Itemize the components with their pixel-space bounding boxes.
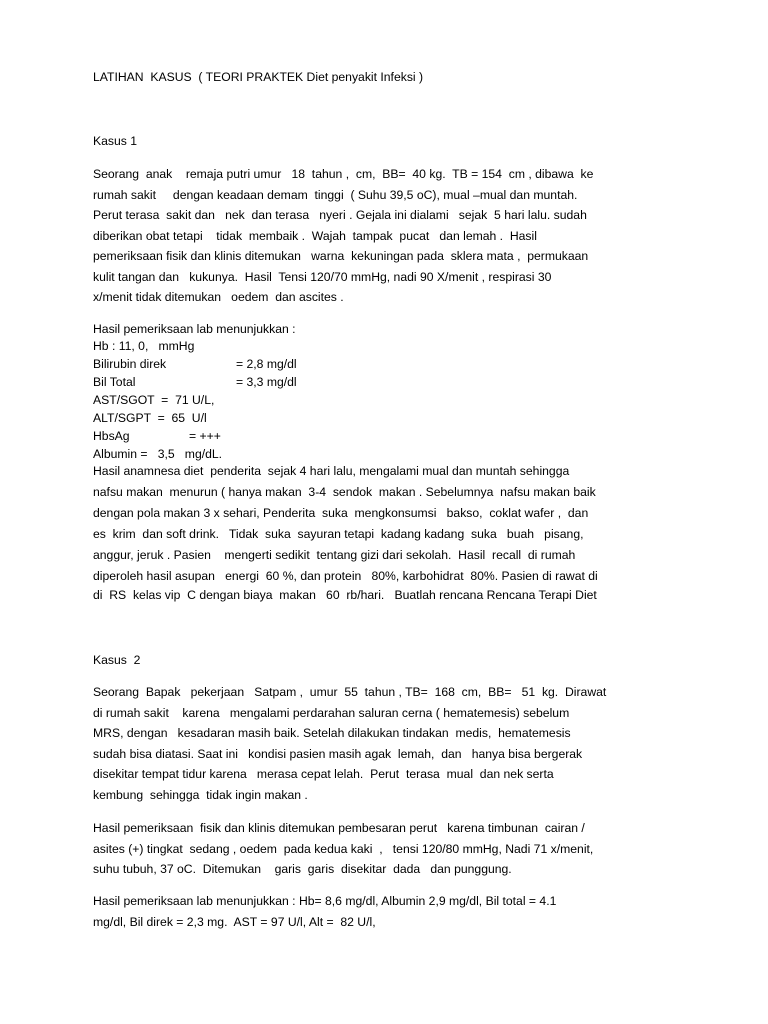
kasus1-p1-line: diberikan obat tetapi tidak membaik . Wajah tampak pucat dan lemah . Hasil xyxy=(93,228,537,243)
kasus1-p2-line: nafsu makan menurun ( hanya makan 3-4 sendok makan . Sebelumnya nafsu makan baik xyxy=(93,485,596,499)
kasus1-p1-line: Seorang anak remaja putri umur 18 tahun , cm, BB= 40 kg. TB = 154 cm , dibawa ke xyxy=(93,167,594,181)
kasus2-p3-line: mg/dl, Bil direk = 2,3 mg. AST = 97 U/l, Alt = 82 U/l, xyxy=(93,914,376,929)
kasus1-p2-line: di RS kelas vip C dengan biaya makan 60 rb/hari. Buatlah rencana Rencana Terapi Diet xyxy=(93,588,597,602)
kasus1-p2-line: es krim dan soft drink. Tidak suka sayuran tetapi kadang kadang suka buah pisang, xyxy=(93,527,584,541)
kasus1-p1-line: rumah sakit dengan keadaan demam tinggi ( Suhu 39,5 oC), mual –mual dan muntah. xyxy=(93,187,578,202)
lab-result-label: Hb : 11, 0, mmHg xyxy=(93,339,195,353)
lab-result-value: = +++ xyxy=(189,429,221,443)
lab-result-label: ALT/SGPT = 65 U/l xyxy=(93,411,207,425)
lab-result-label: Bil Total xyxy=(93,375,136,389)
kasus2-p2-line: asites (+) tingkat sedang , oedem pada kedua kaki , tensi 120/80 mmHg, Nadi 71 x/menit, xyxy=(93,841,594,856)
kasus2-p1-line: kembung sehingga tidak ingin makan . xyxy=(93,787,308,802)
lab-result-label: Albumin = 3,5 mg/dL. xyxy=(93,447,223,461)
kasus2-p1-line: Seorang Bapak pekerjaan Satpam , umur 55 tahun , TB= 168 cm, BB= 51 kg. Dirawat xyxy=(93,685,607,699)
kasus2-p2-line: Hasil pemeriksaan fisik dan klinis ditemukan pembesaran perut karena timbunan cairan / xyxy=(93,821,585,835)
kasus1-p1-line: pemeriksaan fisik dan klinis ditemukan warna kekuningan pada sklera mata , permukaan xyxy=(93,249,589,263)
kasus1-p2-line: diperoleh hasil asupan energi 60 %, dan protein 80%, karbohidrat 80%. Pasien di rawat di xyxy=(93,569,598,583)
kasus2-p3-line: Hasil pemeriksaan lab menunjukkan : Hb= 8,6 mg/dl, Albumin 2,9 mg/dl, Bil total = 4.1 xyxy=(93,894,557,908)
lab-result-value: = 3,3 mg/dl xyxy=(236,375,297,389)
kasus1-p1-line: x/menit tidak ditemukan oedem dan ascites . xyxy=(93,290,344,304)
kasus2-p1-line: sudah bisa diatasi. Saat ini kondisi pasien masih agak lemah, dan hanya bisa bergerak xyxy=(93,746,583,761)
kasus1-p2-line: dengan pola makan 3 x sehari, Penderita suka mengkonsumsi bakso, coklat wafer , dan xyxy=(93,506,589,520)
document-title: LATIHAN KASUS ( TEORI PRAKTEK Diet penyakit Infeksi ) xyxy=(93,70,424,84)
kasus1-p2-line: anggur, jeruk . Pasien mengerti sedikit tentang gizi dari sekolah. Hasil recall di rumah xyxy=(93,548,576,562)
kasus2-heading: Kasus 2 xyxy=(93,653,141,667)
lab-result-label: AST/SGOT = 71 U/L, xyxy=(93,393,215,407)
kasus1-p2-line: Hasil anamnesa diet penderita sejak 4 hari lalu, mengalami mual dan muntah sehingga xyxy=(93,464,570,478)
kasus1-lab-intro: Hasil pemeriksaan lab menunjukkan : xyxy=(93,322,296,336)
kasus2-p1-line: disekitar tempat tidur karena merasa cepat lelah. Perut terasa mual dan nek serta xyxy=(93,767,554,781)
kasus1-p1-line: kulit tangan dan kukunya. Hasil Tensi 120/70 mmHg, nadi 90 X/menit , respirasi 30 xyxy=(93,269,552,284)
lab-result-label: HbsAg xyxy=(93,429,130,443)
kasus1-p1-line: Perut terasa sakit dan nek dan terasa nyeri . Gejala ini dialami sejak 5 hari lalu. sudah xyxy=(93,208,587,222)
lab-result-label: Bilirubin direk xyxy=(93,357,167,371)
kasus2-p1-line: MRS, dengan kesadaran masih baik. Setelah dilakukan tindakan medis, hematemesis xyxy=(93,726,571,740)
kasus2-p1-line: di rumah sakit karena mengalami perdarahan saluran cerna ( hematemesis) sebelum xyxy=(93,705,570,720)
kasus1-heading: Kasus 1 xyxy=(93,134,138,148)
lab-result-value: = 2,8 mg/dl xyxy=(236,357,297,371)
kasus2-p2-line: suhu tubuh, 37 oC. Ditemukan garis garis disekitar dada dan punggung. xyxy=(93,862,512,876)
